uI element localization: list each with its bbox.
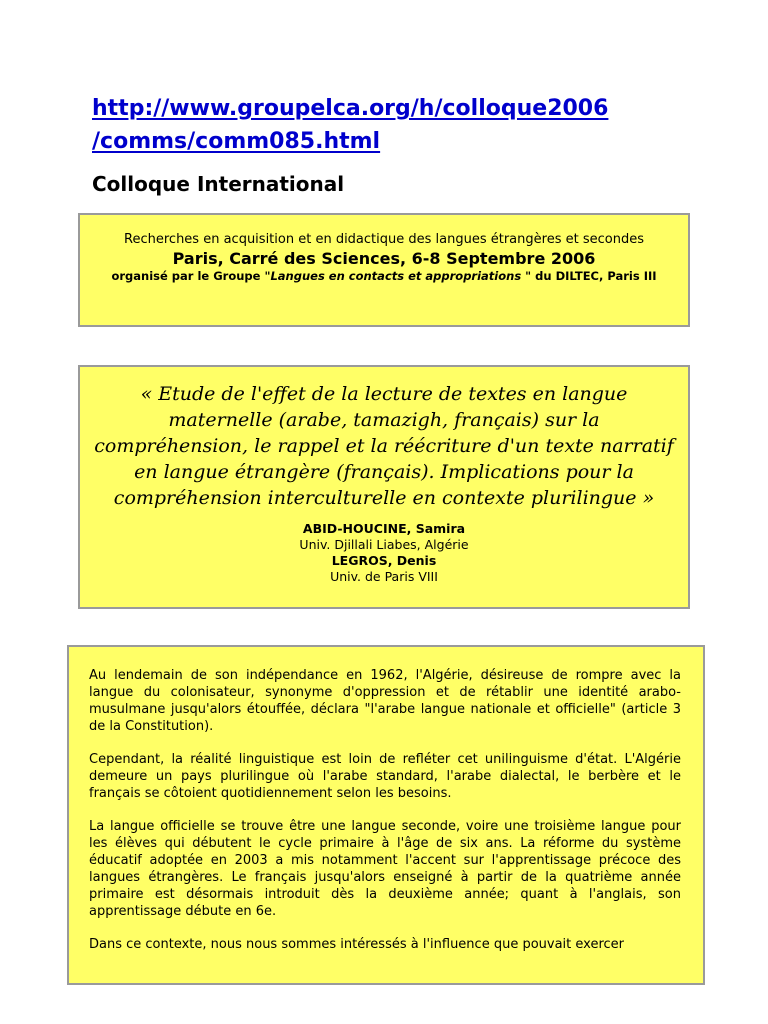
event-theme: Recherches en acquisition et en didactique des langues étrangères et secondes	[124, 232, 644, 247]
author-affiliation: Univ. Djillali Liabes, Algérie	[299, 537, 469, 552]
author-name: ABID-HOUCINE, Samira	[302, 521, 466, 536]
event-organizer	[80, 269, 688, 284]
event-organizer-prefix: organisé par le Groupe	[111, 269, 265, 283]
event-location-date: Paris, Carré des Sciences, 6-8 Septembre 2006	[172, 249, 596, 268]
author-name: LEGROS, Denis	[331, 553, 437, 568]
url-link[interactable]	[92, 92, 692, 158]
body-paragraph: La langue officielle se trouve être une langue seconde, voire une troisième langue pour les élèves qui débutent le cycle primaire à l'âge de six ans. La réforme du système éducatif adoptée en 2003 a mis notamment l'accent sur l'apprentissage précoce des langues étrangères. Le français jusqu'alors enseigné à partir de la quatrième année primaire est désormais introduit dès la deuxième année; quant à l'anglais, son apprentissage débute en 6e.	[89, 819, 681, 919]
event-organizer-suffix: du DILTEC, Paris III	[531, 269, 657, 283]
author-list	[80, 521, 688, 585]
paper-title-box	[78, 365, 690, 609]
url-line-1[interactable]: http://www.groupelca.org/h/colloque2006	[92, 96, 609, 121]
author-affiliation: Univ. de Paris VIII	[330, 569, 438, 584]
body-paragraph: Dans ce contexte, nous nous sommes intéressés à l'influence que pouvait exercer	[89, 937, 624, 952]
url-line-2[interactable]: /comms/comm085.html	[92, 129, 381, 154]
body-paragraph: Cependant, la réalité linguistique est loin de refléter cet unilinguisme d'état. L'Algérie demeure un pays plurilingue où l'arabe standard, l'arabe dialectal, le berbère et le français se côtoient quotidiennement selon les besoins.	[89, 752, 681, 801]
event-organizer-group: "Langues en contacts et appropriations "	[264, 269, 532, 283]
body-paragraph: Au lendemain de son indépendance en 1962, l'Algérie, désireuse de rompre avec la langue du colonisateur, synonyme d'oppression et de rétablir une identité arabo-musulmane jusqu'alors étouffée, déclara "l'arabe langue nationale et officielle" (article 3 de la Constitution).	[89, 668, 681, 734]
body-text-box	[67, 645, 705, 985]
paper-title: « Etude de l'effet de la lecture de textes en langue maternelle (arabe, tamazigh, français) sur la compréhension, le rappel et la réécriture d'un texte narratif en langue étrangère (français). Implications pour la compréhension interculturelle en contexte plurilingue »	[94, 383, 674, 509]
page-heading: Colloque International	[92, 172, 345, 196]
event-info-box	[78, 213, 690, 327]
